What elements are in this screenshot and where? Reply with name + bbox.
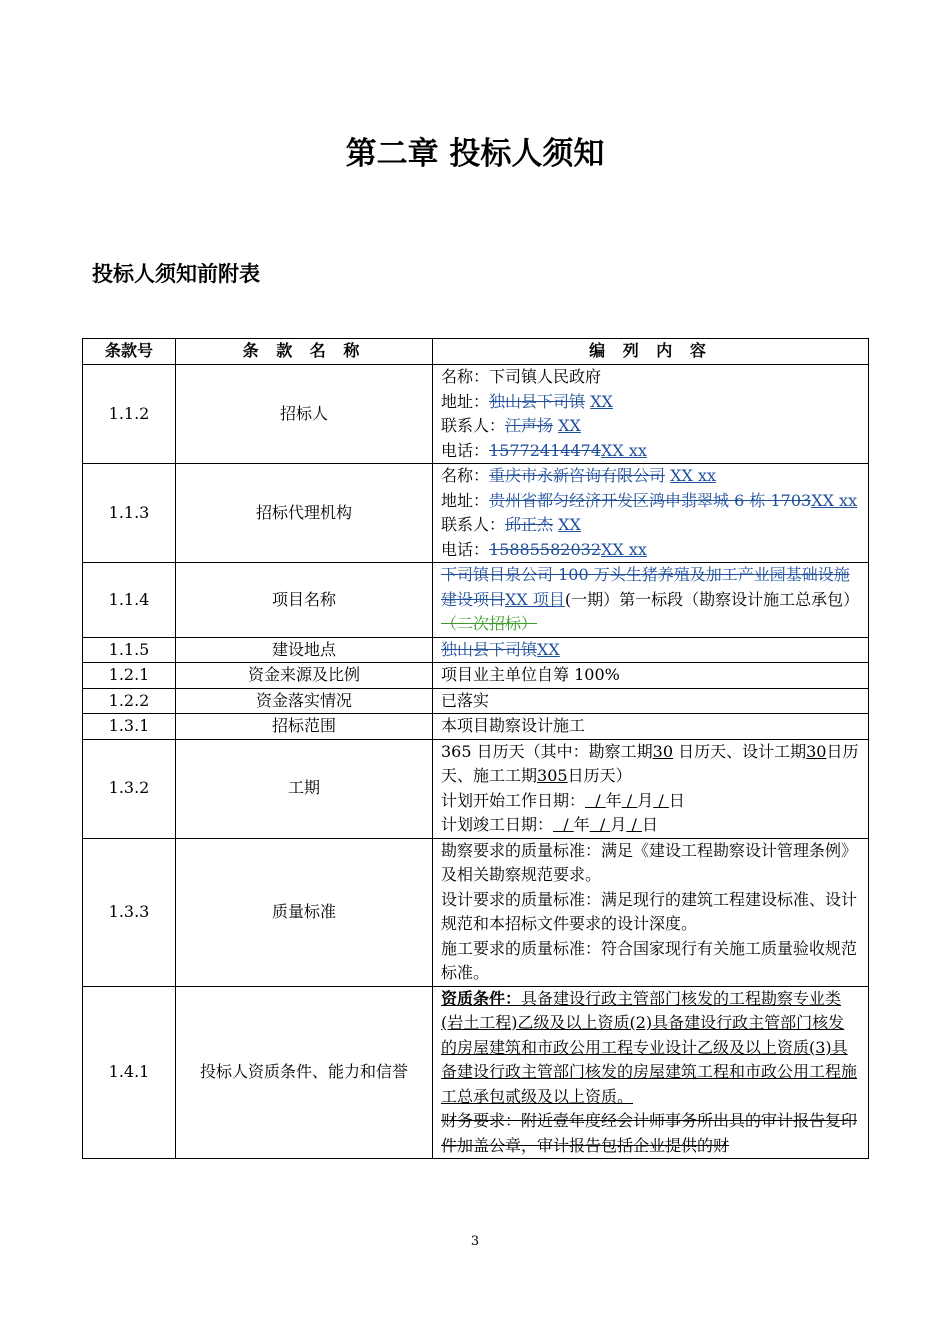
clause-name: 建设地点 [176,637,433,663]
clause-name: 投标人资质条件、能力和信誉 [176,986,433,1159]
clause-name: 资金来源及比例 [176,663,433,689]
section-title: 投标人须知前附表 [92,262,260,286]
table-row [83,986,869,1159]
clause-name: 项目名称 [176,563,433,638]
clause-content: 项目业主单位自筹 100% [433,663,869,689]
table-row [83,365,869,464]
clause-no: 1.2.1 [83,663,176,689]
clause-content: 资质条件：具备建设行政主管部门核发的工程勘察专业类(岩土工程)乙级及以上资质(2)具备建设行政主管部门核发的房屋建筑和市政公用工程专业设计乙级及以上资质(3)具备建设行政主管部门核发的房屋建筑工程和市政公用工程施工总承包贰级及以上资质。 财务要求：附近壹年度经会计师事务所出具的审计报告复印件加盖公章，审计报告包括企业提供的财 [433,986,869,1159]
table-row [83,663,869,689]
page-number: 3 [470,1234,480,1249]
chapter-title: 第二章 投标人须知 [345,136,605,172]
clause-name: 质量标准 [176,838,433,986]
header-clause-name: 条 款 名 称 [176,339,433,365]
clause-content: 名称：下司镇人民政府 地址：独山县下司镇 XX 联系人：江声扬 XX 电话：15772414474XX xx [433,365,869,464]
clause-no: 1.3.2 [83,739,176,838]
table-row [83,637,869,663]
clause-name: 资金落实情况 [176,688,433,714]
notice-table [82,338,869,1159]
clause-content: 独山县下司镇XX [433,637,869,663]
clause-content: 名称：重庆市永新咨询有限公司 XX xx 地址：贵州省都匀经济开发区鸿申翡翠城 6 栋 1703XX xx 联系人：邱正杰 XX 电话：15885582032XX xx [433,464,869,563]
clause-content: 下司镇目泉公司 100 万头生猪养殖及加工产业园基础设施建设项目XX 项目(一期）第一标段（勘察设计施工总承包）（二次招标） [433,563,869,638]
clause-content: 已落实 [433,688,869,714]
clause-no: 1.2.2 [83,688,176,714]
header-clause-no: 条款号 [83,339,176,365]
table-row [83,714,869,740]
clause-name: 工期 [176,739,433,838]
table-row [83,563,869,638]
clause-no: 1.1.4 [83,563,176,638]
table-header-row [83,339,869,365]
clause-content: 勘察要求的质量标准：满足《建设工程勘察设计管理条例》及相关勘察规范要求。 设计要求的质量标准：满足现行的建筑工程建设标准、设计规范和本招标文件要求的设计深度。 施工要求的质量标准：符合国家现行有关施工质量验收规范标准。 [433,838,869,986]
clause-no: 1.1.5 [83,637,176,663]
clause-no: 1.1.3 [83,464,176,563]
table-row [83,739,869,838]
clause-content: 365 日历天（其中：勘察工期30 日历天、设计工期30日历天、施工工期305日历天） 计划开始工作日期： / 年 / 月 / 日 计划竣工日期： / 年 / 月 / 日 [433,739,869,838]
table-row [83,688,869,714]
clause-no: 1.1.2 [83,365,176,464]
clause-name: 招标范围 [176,714,433,740]
clause-content: 本项目勘察设计施工 [433,714,869,740]
clause-name: 招标代理机构 [176,464,433,563]
clause-no: 1.4.1 [83,986,176,1159]
table-row [83,838,869,986]
clause-name: 招标人 [176,365,433,464]
clause-no: 1.3.3 [83,838,176,986]
table-row [83,464,869,563]
header-content: 编 列 内 容 [433,339,869,365]
clause-no: 1.3.1 [83,714,176,740]
